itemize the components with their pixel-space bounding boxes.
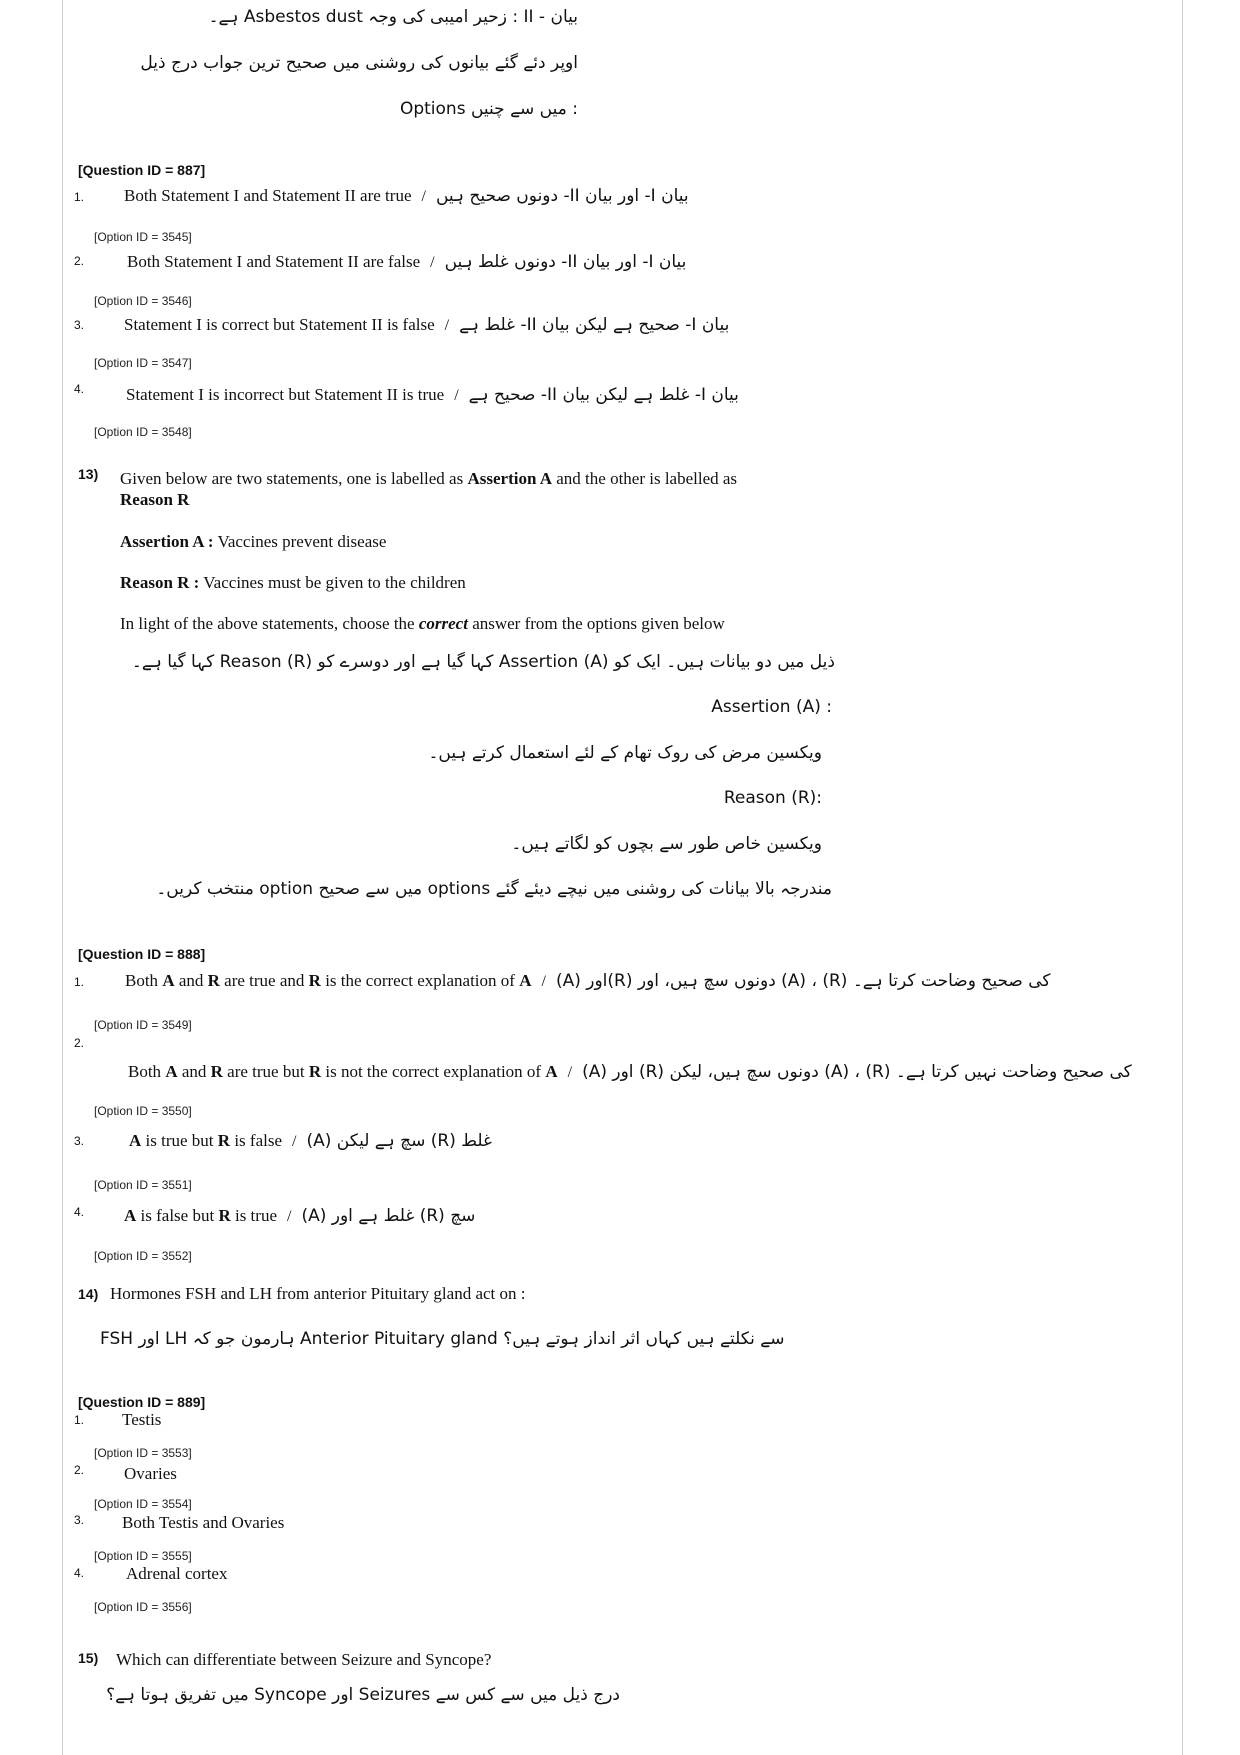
option-id: [Option ID = 3545]	[94, 230, 192, 244]
q13-intro-text-end: and the other is labelled as	[552, 469, 738, 488]
option-id: [Option ID = 3549]	[94, 1018, 192, 1032]
option-separator: /	[292, 1133, 297, 1150]
option-number: 1.	[74, 190, 85, 204]
reason-label: Reason R :	[120, 573, 200, 592]
q13-intro-text: Given below are two statements, one is labelled as	[120, 469, 468, 488]
option-text-en: A is false but R is true	[124, 1206, 277, 1225]
q12-urdu-statement2: بیان - II : زحیر امیبی کی وجہ Asbestos dust ہے۔	[208, 7, 578, 27]
option-text-ur: بیان I- غلط ہے لیکن بیان II- صحیح ہے	[468, 385, 739, 405]
page-border-right	[1182, 0, 1183, 1755]
option-number: 1.	[74, 1413, 85, 1427]
option-4[interactable]: Adrenal cortex	[126, 1564, 228, 1583]
q13-urdu-assertion-label: Assertion (A) :	[711, 697, 832, 717]
option-separator: /	[567, 1064, 573, 1081]
option-text-en: Both A and R are true but R is not the correct explanation of A	[128, 1062, 558, 1081]
option-text-en: Both Statement I and Statement II are false	[127, 252, 421, 271]
q13-instruction	[120, 614, 725, 634]
option-text-en: Statement I is incorrect but Statement II is true	[126, 385, 445, 404]
option-separator: /	[541, 973, 546, 990]
option-2[interactable]	[127, 251, 686, 272]
page-border-left	[62, 0, 63, 1755]
option-1[interactable]	[125, 970, 1051, 991]
option-text-ur: (A) اور(R) دونوں سچ ہیں، اور (A) ، (R) کی صحیح وضاحت کرتا ہے۔	[555, 971, 1051, 991]
option-number: 2.	[74, 1036, 85, 1050]
option-4[interactable]	[126, 384, 739, 405]
instruction-text-end: answer from the options given below	[467, 614, 725, 633]
option-3[interactable]: Both Testis and Ovaries	[122, 1513, 285, 1532]
q13-urdu-reason-label: Reason (R):	[723, 788, 822, 808]
q13-intro-line1	[120, 469, 737, 489]
option-number: 1.	[74, 975, 85, 989]
option-id: [Option ID = 3546]	[94, 294, 192, 308]
option-id: [Option ID = 3547]	[94, 356, 192, 370]
q13-urdu-intro: ذیل میں دو بیانات ہیں۔ ایک کو Assertion (A) کہا گیا ہے اور دوسرے کو Reason (R) کہا گیا ہے۔	[131, 652, 835, 672]
instruction-text: In light of the above statements, choose the	[120, 614, 419, 633]
option-text-en: Statement I is correct but Statement II is false	[124, 315, 435, 334]
q13-urdu-reason: ویکسین خاص طور سے بچوں کو لگاتے ہیں۔	[511, 834, 822, 854]
option-number: 2.	[74, 1463, 85, 1477]
option-number: 4.	[74, 1205, 85, 1219]
option-id: [Option ID = 3555]	[94, 1549, 192, 1563]
assertion-label: Assertion A :	[120, 532, 214, 551]
option-number: 4.	[74, 382, 85, 396]
option-text-ur: (A) غلط ہے اور (R) سچ	[301, 1206, 476, 1226]
option-separator: /	[287, 1208, 292, 1225]
q13-intro-line2	[120, 490, 189, 510]
q12-urdu-options-label: Options میں سے چنیں :	[399, 99, 578, 119]
option-text-ur: (A) اور (R) دونوں سچ ہیں، لیکن (A) ، (R) کی صحیح وضاحت نہیں کرتا ہے۔	[582, 1062, 1132, 1082]
option-separator: /	[454, 387, 459, 404]
option-number: 4.	[74, 1566, 85, 1580]
q15-question-text: Which can differentiate between Seizure and Syncope?	[116, 1650, 492, 1669]
q14-urdu-question: FSH اور LH ہارمون جو کہ Anterior Pituitary gland سے نکلتے ہیں کہاں اثر انداز ہوتے ہیں؟	[100, 1329, 785, 1349]
option-separator: /	[430, 254, 435, 271]
reason-text: Vaccines must be given to the children	[199, 573, 466, 592]
option-3[interactable]	[129, 1130, 492, 1151]
option-1[interactable]: Testis	[122, 1410, 162, 1429]
option-separator: /	[421, 188, 426, 205]
option-2[interactable]	[128, 1061, 1132, 1082]
question-number: 13)	[78, 466, 99, 482]
q13-assertion	[120, 532, 386, 552]
q13-urdu-instruction: مندرجہ بالا بیانات کی روشنی میں نیچے دیئے گئے options میں سے صحیح option منتخب کریں۔	[156, 879, 832, 899]
assertion-text: Vaccines prevent disease	[213, 532, 387, 551]
option-number: 3.	[74, 1513, 85, 1527]
option-text-en: Both A and R are true and R is the correct explanation of A	[125, 971, 532, 990]
question-id: [Question ID = 888]	[78, 946, 206, 962]
option-id: [Option ID = 3550]	[94, 1104, 192, 1118]
question-id: [Question ID = 887]	[78, 162, 206, 178]
option-3[interactable]	[124, 314, 729, 335]
q15-urdu-question: درج ذیل میں سے کس سے Seizures اور Syncope میں تفریق ہوتا ہے؟	[106, 1685, 620, 1705]
option-1[interactable]	[124, 185, 689, 206]
option-text-en: Both Statement I and Statement II are true	[124, 186, 412, 205]
option-id: [Option ID = 3556]	[94, 1600, 192, 1614]
option-text-ur: بیان I- صحیح ہے لیکن بیان II- غلط ہے	[459, 315, 730, 335]
option-text-ur: (A) سچ ہے لیکن (R) غلط	[306, 1131, 492, 1151]
option-id: [Option ID = 3554]	[94, 1497, 192, 1511]
option-id: [Option ID = 3548]	[94, 425, 192, 439]
option-id: [Option ID = 3552]	[94, 1249, 192, 1263]
instruction-emphasis: correct	[418, 614, 468, 633]
q14-question-text: Hormones FSH and LH from anterior Pituitary gland act on :	[110, 1284, 526, 1303]
option-number: 3.	[74, 318, 85, 332]
question-number: 14)	[78, 1286, 99, 1302]
option-separator: /	[444, 317, 450, 334]
option-id: [Option ID = 3551]	[94, 1178, 192, 1192]
option-2[interactable]: Ovaries	[124, 1464, 177, 1483]
question-number: 15)	[78, 1650, 99, 1666]
option-4[interactable]	[124, 1205, 475, 1226]
option-text-ur: بیان I- اور بیان II- دونوں غلط ہیں	[444, 252, 687, 272]
option-text-ur: بیان I- اور بیان II- دونوں صحیح ہیں	[435, 186, 689, 206]
option-number: 2.	[74, 254, 85, 268]
option-number: 3.	[74, 1134, 85, 1148]
q13-assertion-term: Assertion A	[467, 469, 552, 488]
option-id: [Option ID = 3553]	[94, 1446, 192, 1460]
q13-reason-term: Reason R	[120, 490, 190, 509]
question-id: [Question ID = 889]	[78, 1394, 206, 1410]
q13-reason	[120, 573, 466, 593]
q12-urdu-instruction: اوپر دئے گئے بیانوں کی روشنی میں صحیح ترین جواب درج ذیل	[140, 53, 578, 73]
q13-urdu-assertion: ویکسین مرض کی روک تھام کے لئے استعمال کرتے ہیں۔	[428, 743, 822, 763]
option-text-en: A is true but R is false	[129, 1131, 282, 1150]
